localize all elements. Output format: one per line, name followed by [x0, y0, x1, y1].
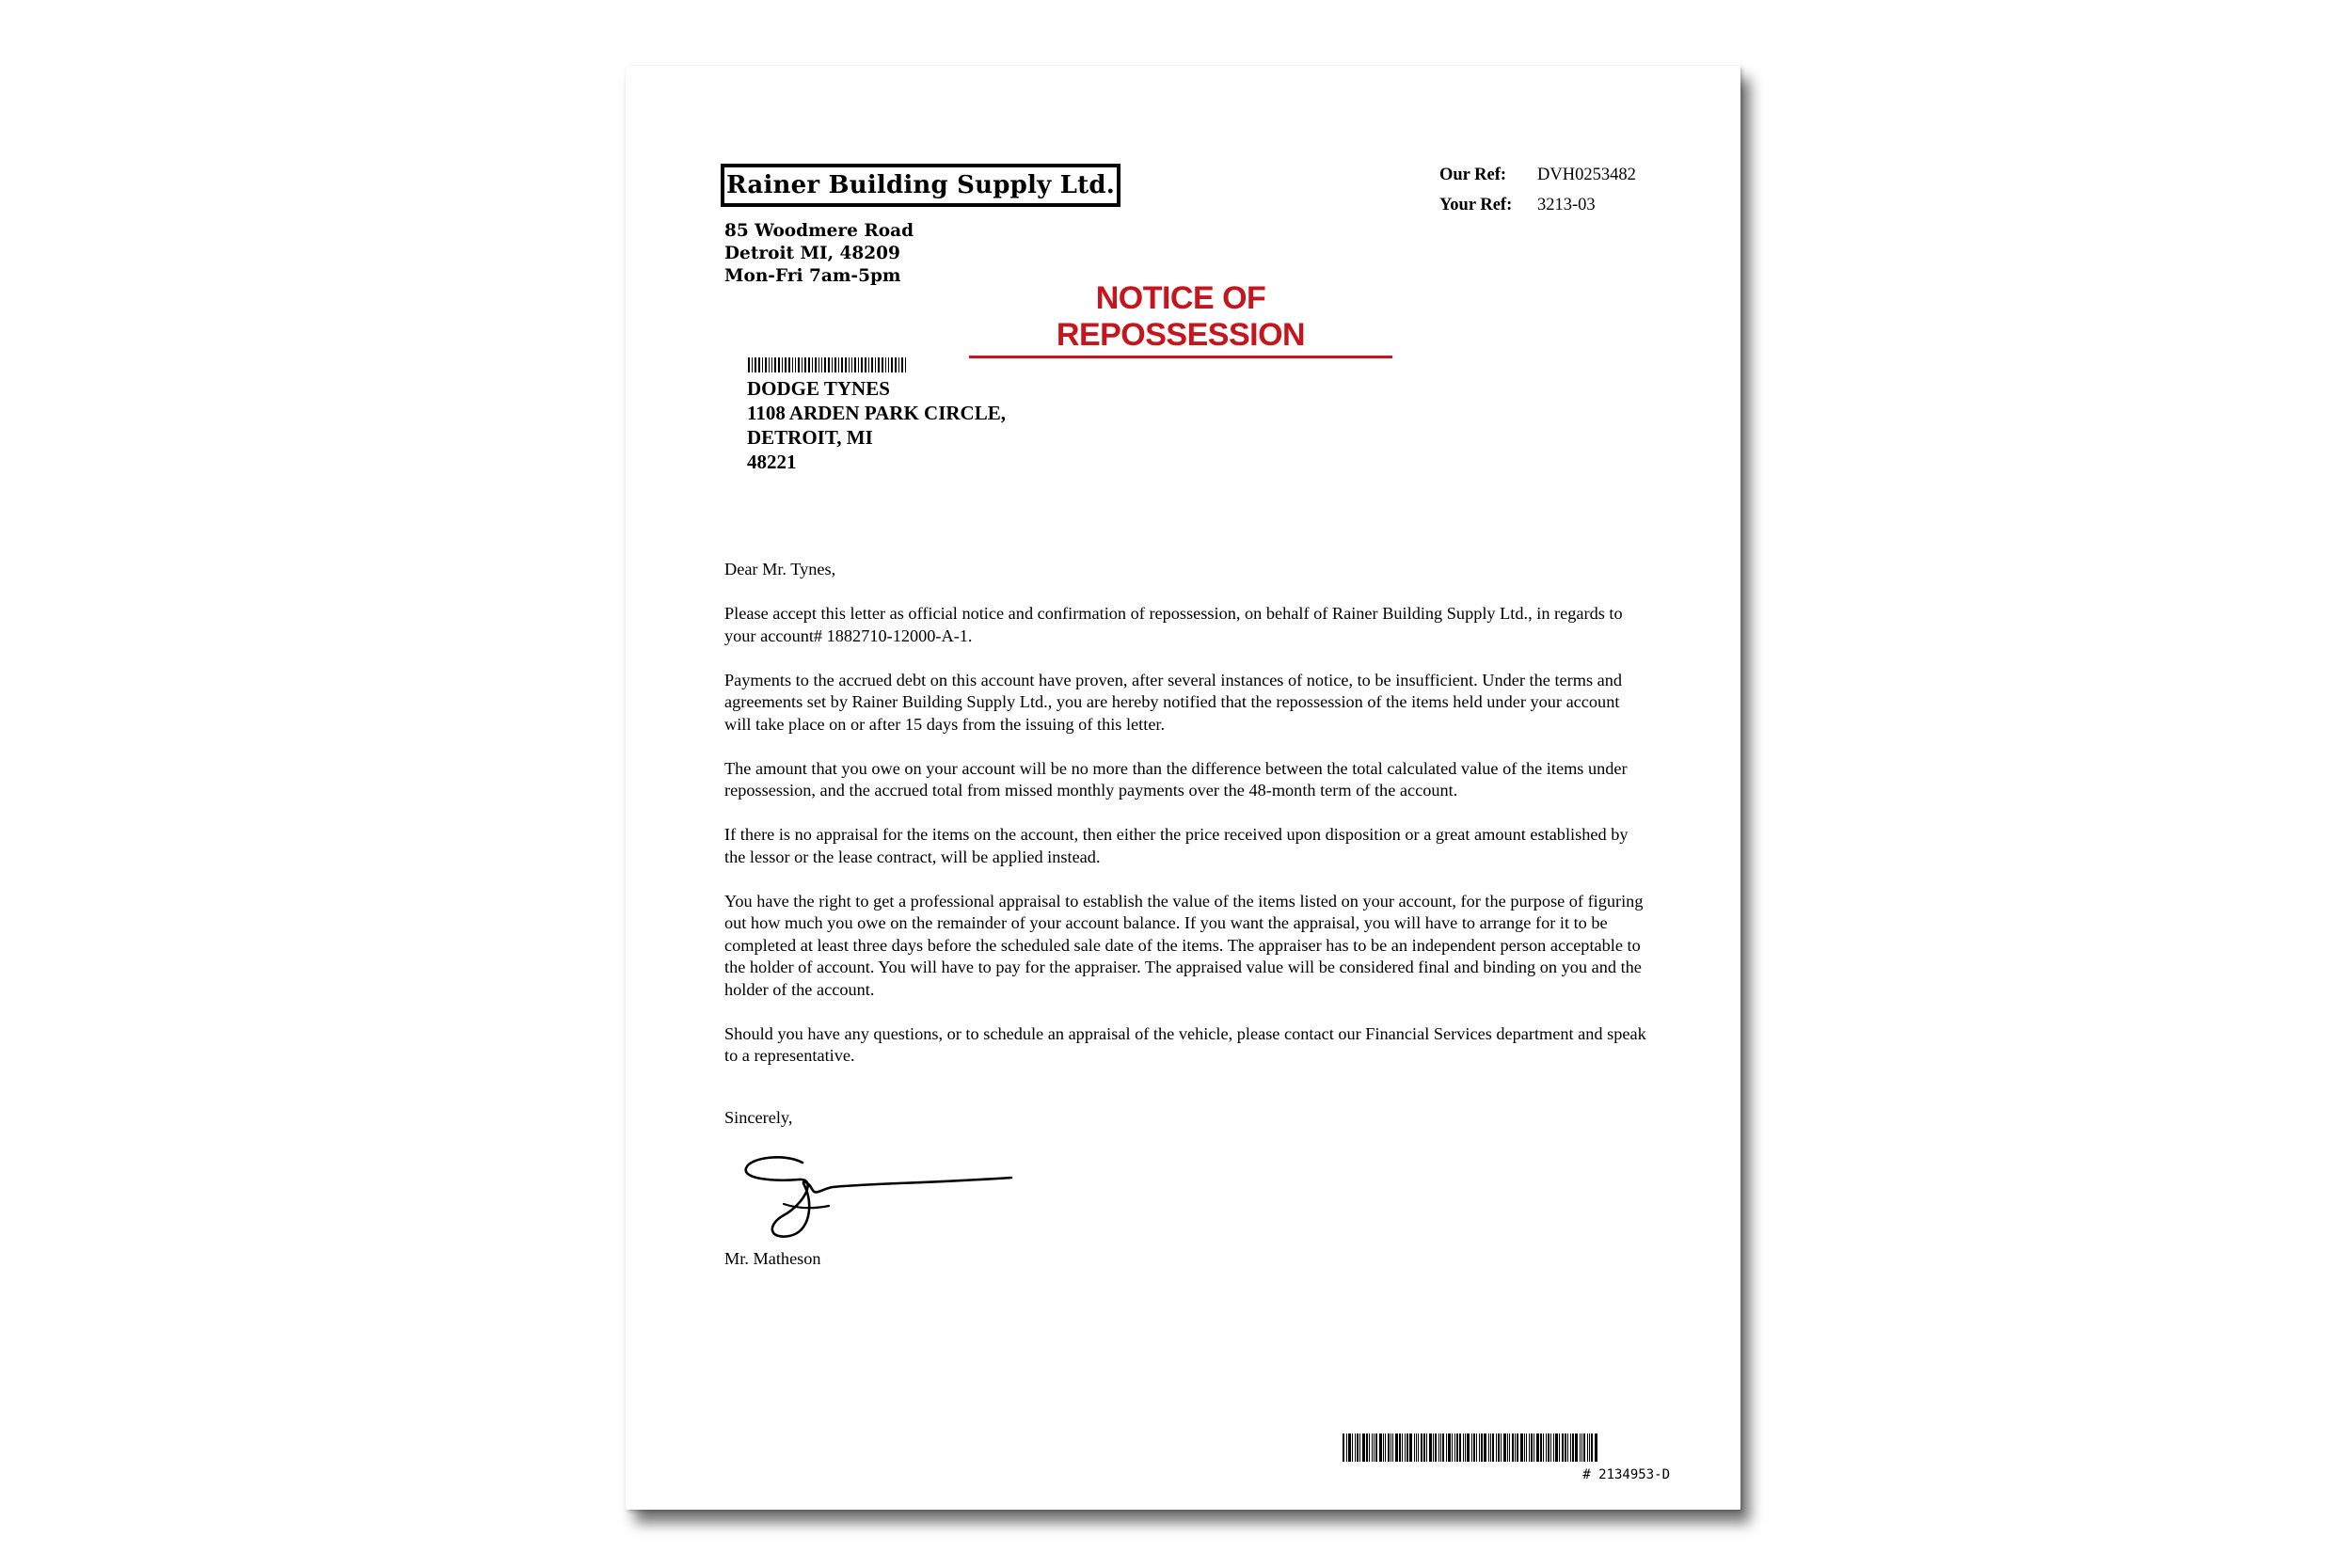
notice-title: NOTICE OF REPOSSESSION — [969, 280, 1392, 358]
recipient-city: DETROIT, MI — [747, 426, 873, 449]
barcode-bar — [888, 357, 889, 372]
barcode-bar — [1421, 1433, 1422, 1462]
barcode-bar — [875, 357, 876, 372]
barcode-bar — [1405, 1433, 1406, 1462]
barcode-bar — [1536, 1433, 1539, 1462]
barcode-bar — [824, 357, 826, 372]
barcode-bar — [861, 357, 863, 372]
reference-block — [1439, 160, 1636, 220]
barcode-bar — [898, 357, 899, 372]
barcode-bar — [1355, 1433, 1356, 1462]
company-address-line2: Detroit MI, 48209 — [724, 244, 900, 263]
barcode-bar — [1395, 1433, 1398, 1462]
barcode-bar — [1442, 1433, 1444, 1462]
barcode-bar — [755, 357, 756, 372]
letter-paragraph: Please accept this letter as official notice and confirmation of repossession, on behalf of Rainer Building Supply Ltd., in regards to your account# 1882710-12000-A-1. — [724, 604, 1623, 645]
barcode-bar — [1471, 1433, 1472, 1462]
barcode-bar — [1490, 1433, 1491, 1462]
company-address-line1: 85 Woodmere Road — [724, 221, 914, 241]
barcode-bar — [1456, 1433, 1458, 1462]
barcode-bar — [1433, 1433, 1434, 1462]
barcode-bar — [1520, 1433, 1523, 1462]
your-ref-value: 3213-03 — [1537, 196, 1596, 214]
barcode-bar — [1540, 1433, 1542, 1462]
barcode-bar — [802, 357, 803, 372]
barcode-bar — [1567, 1433, 1568, 1462]
barcode-bar — [795, 357, 796, 372]
barcode-bar — [1531, 1433, 1533, 1462]
barcode-bar — [792, 357, 793, 372]
recipient-street: 1108 ARDEN PARK CIRCLE, — [747, 402, 1006, 424]
barcode-bar — [1550, 1433, 1551, 1462]
barcode-bar — [1507, 1433, 1508, 1462]
company-hours: Mon-Fri 7am-5pm — [724, 266, 901, 286]
barcode-bar — [762, 357, 763, 372]
barcode-bar — [758, 357, 760, 372]
barcode-bar — [1375, 1433, 1377, 1462]
barcode-bar — [1465, 1433, 1466, 1462]
barcode-bar — [1429, 1433, 1432, 1462]
barcode-bar — [1343, 1433, 1344, 1462]
barcode-bar — [1418, 1433, 1419, 1462]
company-name: Rainer Building Supply Ltd. — [726, 171, 1115, 199]
company-address — [724, 220, 914, 288]
barcode-bar — [1383, 1433, 1384, 1462]
barcode-bar — [1515, 1433, 1516, 1462]
barcode-bar — [1374, 1433, 1375, 1462]
our-ref-label: Our Ref: — [1439, 166, 1507, 184]
signer-name: Mr. Matheson — [724, 1249, 821, 1268]
letter-paragraph: You have the right to get a professional appraisal to establish the value of the items listed on your account, for the purpose of figuring out how much you owe on the remainder of your account balance. If you want the appraisal, you will have to arrange for it to be completed at least three days before the scheduled sale date of the items. The appraiser has to be an independent person acceptable to the holder of account. You will have to pay for the appraiser. The appraised value will be considered final and binding on you and the holder of the account. — [724, 891, 1644, 999]
our-ref-value: DVH0253482 — [1537, 166, 1636, 184]
barcode-bar — [1562, 1433, 1564, 1462]
barcode-bar — [1399, 1433, 1401, 1462]
barcode-bar — [774, 357, 776, 372]
barcode-bar — [1359, 1433, 1360, 1462]
barcode-bar — [832, 357, 833, 372]
barcode-bar — [1587, 1433, 1588, 1462]
barcode-bar — [1570, 1433, 1571, 1462]
barcode-bar — [1454, 1433, 1455, 1462]
barcode-bar — [1503, 1433, 1506, 1462]
letter-paragraph: Should you have any questions, or to schedule an appraisal of the vehicle, please contact our Financial Services department and speak to a representative. — [724, 1023, 1646, 1065]
barcode-bar — [812, 357, 813, 372]
barcode-bar — [865, 357, 866, 372]
our-ref-row — [1439, 160, 1636, 190]
barcode-bar — [891, 357, 893, 372]
barcode-bar — [1496, 1433, 1497, 1462]
barcode-bar — [1509, 1433, 1510, 1462]
barcode-bar — [1572, 1433, 1574, 1462]
barcode-bar — [765, 357, 767, 372]
barcode-bar — [1595, 1433, 1597, 1462]
barcode-bar — [1379, 1433, 1382, 1462]
barcode-bar — [1463, 1433, 1464, 1462]
barcode-bar — [1501, 1433, 1502, 1462]
letter-body — [724, 559, 1646, 1089]
barcode-bar — [878, 357, 880, 372]
your-ref-row — [1439, 190, 1636, 220]
barcode-bar — [1591, 1433, 1593, 1462]
barcode-bar — [748, 357, 750, 372]
barcode-bar — [1555, 1433, 1558, 1462]
barcode-bar — [1406, 1433, 1408, 1462]
barcode-bar — [858, 357, 859, 372]
barcode-bar — [1440, 1433, 1441, 1462]
barcode-bar — [1473, 1433, 1475, 1462]
barcode-bar — [769, 357, 770, 372]
barcode-bar — [1435, 1433, 1437, 1462]
barcode-bar — [1416, 1433, 1417, 1462]
barcode-bar — [821, 357, 822, 372]
barcode-bar — [1414, 1433, 1415, 1462]
letter-paragraph: If there is no appraisal for the items on the account, then either the price received upon disposition or a great amount established by the lessor or the lease contract, will be applied instead. — [724, 825, 1629, 866]
company-logo-box — [721, 164, 1120, 207]
barcode-bar — [1479, 1433, 1480, 1462]
barcode-bar — [841, 357, 843, 372]
barcode-bar — [1426, 1433, 1427, 1462]
barcode-bar — [818, 357, 819, 372]
barcode-bar — [1581, 1433, 1582, 1462]
barcode-bar — [854, 357, 856, 372]
barcode-bar — [804, 357, 806, 372]
barcode-bar — [905, 357, 906, 372]
barcode-bar — [849, 357, 850, 372]
barcode-bar — [1524, 1433, 1525, 1462]
barcode-bar — [851, 357, 852, 372]
barcode-bar — [1498, 1433, 1500, 1462]
barcode-bar — [1385, 1433, 1386, 1462]
barcode-bar — [1512, 1433, 1514, 1462]
barcode-bar — [1459, 1433, 1461, 1462]
barcode-bar — [1484, 1433, 1486, 1462]
barcode-bar — [1448, 1433, 1451, 1462]
barcode-bar — [1467, 1433, 1470, 1462]
barcode-bar — [1559, 1433, 1560, 1462]
salutation: Dear Mr. Tynes, — [724, 560, 836, 578]
barcode-bar — [885, 357, 886, 372]
barcode-bar — [1409, 1433, 1412, 1462]
barcode-bar — [1476, 1433, 1477, 1462]
barcode-bar — [1362, 1433, 1365, 1462]
barcode-bar — [1352, 1433, 1353, 1462]
barcode-bar — [1346, 1433, 1347, 1462]
barcode-bar — [1423, 1433, 1425, 1462]
barcode-bar — [778, 357, 780, 372]
barcode-bar — [1366, 1433, 1368, 1462]
barcode-bar — [798, 357, 800, 372]
barcode-bar — [1369, 1433, 1370, 1462]
barcode-bar — [868, 357, 869, 372]
barcode-bar — [1452, 1433, 1453, 1462]
barcode-bar — [785, 357, 787, 372]
barcode-bar — [1546, 1433, 1547, 1462]
barcode-bar — [1517, 1433, 1518, 1462]
letter-paragraph: The amount that you owe on your account will be no more than the difference between the total calculated value of the items under repossession, and the accrued total from missed monthly payments over the 48-month term of the account. — [724, 758, 1628, 800]
barcode-bar — [1348, 1433, 1351, 1462]
barcode-bar — [901, 357, 903, 372]
barcode-bar — [1372, 1433, 1373, 1462]
barcode-bar — [1526, 1433, 1527, 1462]
barcode-bar — [895, 357, 897, 372]
barcode-bar — [882, 357, 883, 372]
barcode-bar — [828, 357, 830, 372]
closing: Sincerely, — [724, 1108, 793, 1127]
barcode-bar — [771, 357, 772, 372]
barcode-bar — [1580, 1433, 1581, 1462]
address-barcode — [748, 357, 917, 372]
barcode-bar — [815, 357, 817, 372]
barcode-bar — [1402, 1433, 1403, 1462]
barcode-bar — [1529, 1433, 1530, 1462]
barcode-bar — [1392, 1433, 1393, 1462]
barcode-bar — [788, 357, 790, 372]
barcode-bar — [845, 357, 847, 372]
barcode-bar — [1446, 1433, 1447, 1462]
barcode-bar — [1388, 1433, 1390, 1462]
letter-page — [626, 66, 1740, 1510]
barcode-bar — [838, 357, 839, 372]
letter-paragraph: Payments to the accrued debt on this account have proven, after several instances of notice, to be insufficient. Under the terms and agreements set by Rainer Building Supply Ltd., you are hereby notified that the repossession of the items held under your account will take place on or after 15 days from the issuing of this letter. — [724, 670, 1623, 734]
footer-barcode — [1343, 1433, 1667, 1462]
your-ref-label: Your Ref: — [1439, 196, 1513, 214]
barcode-bar — [871, 357, 873, 372]
recipient-address — [747, 376, 1006, 474]
recipient-name: DODGE TYNES — [747, 377, 890, 400]
footer-code: # 2134953-D — [1582, 1467, 1670, 1482]
barcode-bar — [1481, 1433, 1483, 1462]
barcode-bar — [808, 357, 810, 372]
barcode-bar — [1589, 1433, 1590, 1462]
barcode-bar — [1543, 1433, 1544, 1462]
barcode-bar — [1488, 1433, 1489, 1462]
recipient-zip: 48221 — [747, 451, 797, 473]
barcode-bar — [1492, 1433, 1494, 1462]
barcode-bar — [752, 357, 753, 372]
barcode-bar — [1575, 1433, 1578, 1462]
barcode-bar — [1438, 1433, 1439, 1462]
barcode-bar — [1357, 1433, 1359, 1462]
barcode-bar — [1565, 1433, 1566, 1462]
barcode-bar — [1548, 1433, 1549, 1462]
barcode-bar — [834, 357, 836, 372]
barcode-bar — [1583, 1433, 1585, 1462]
barcode-bar — [782, 357, 783, 372]
barcode-bar — [1553, 1433, 1554, 1462]
signature-image — [739, 1148, 1021, 1242]
